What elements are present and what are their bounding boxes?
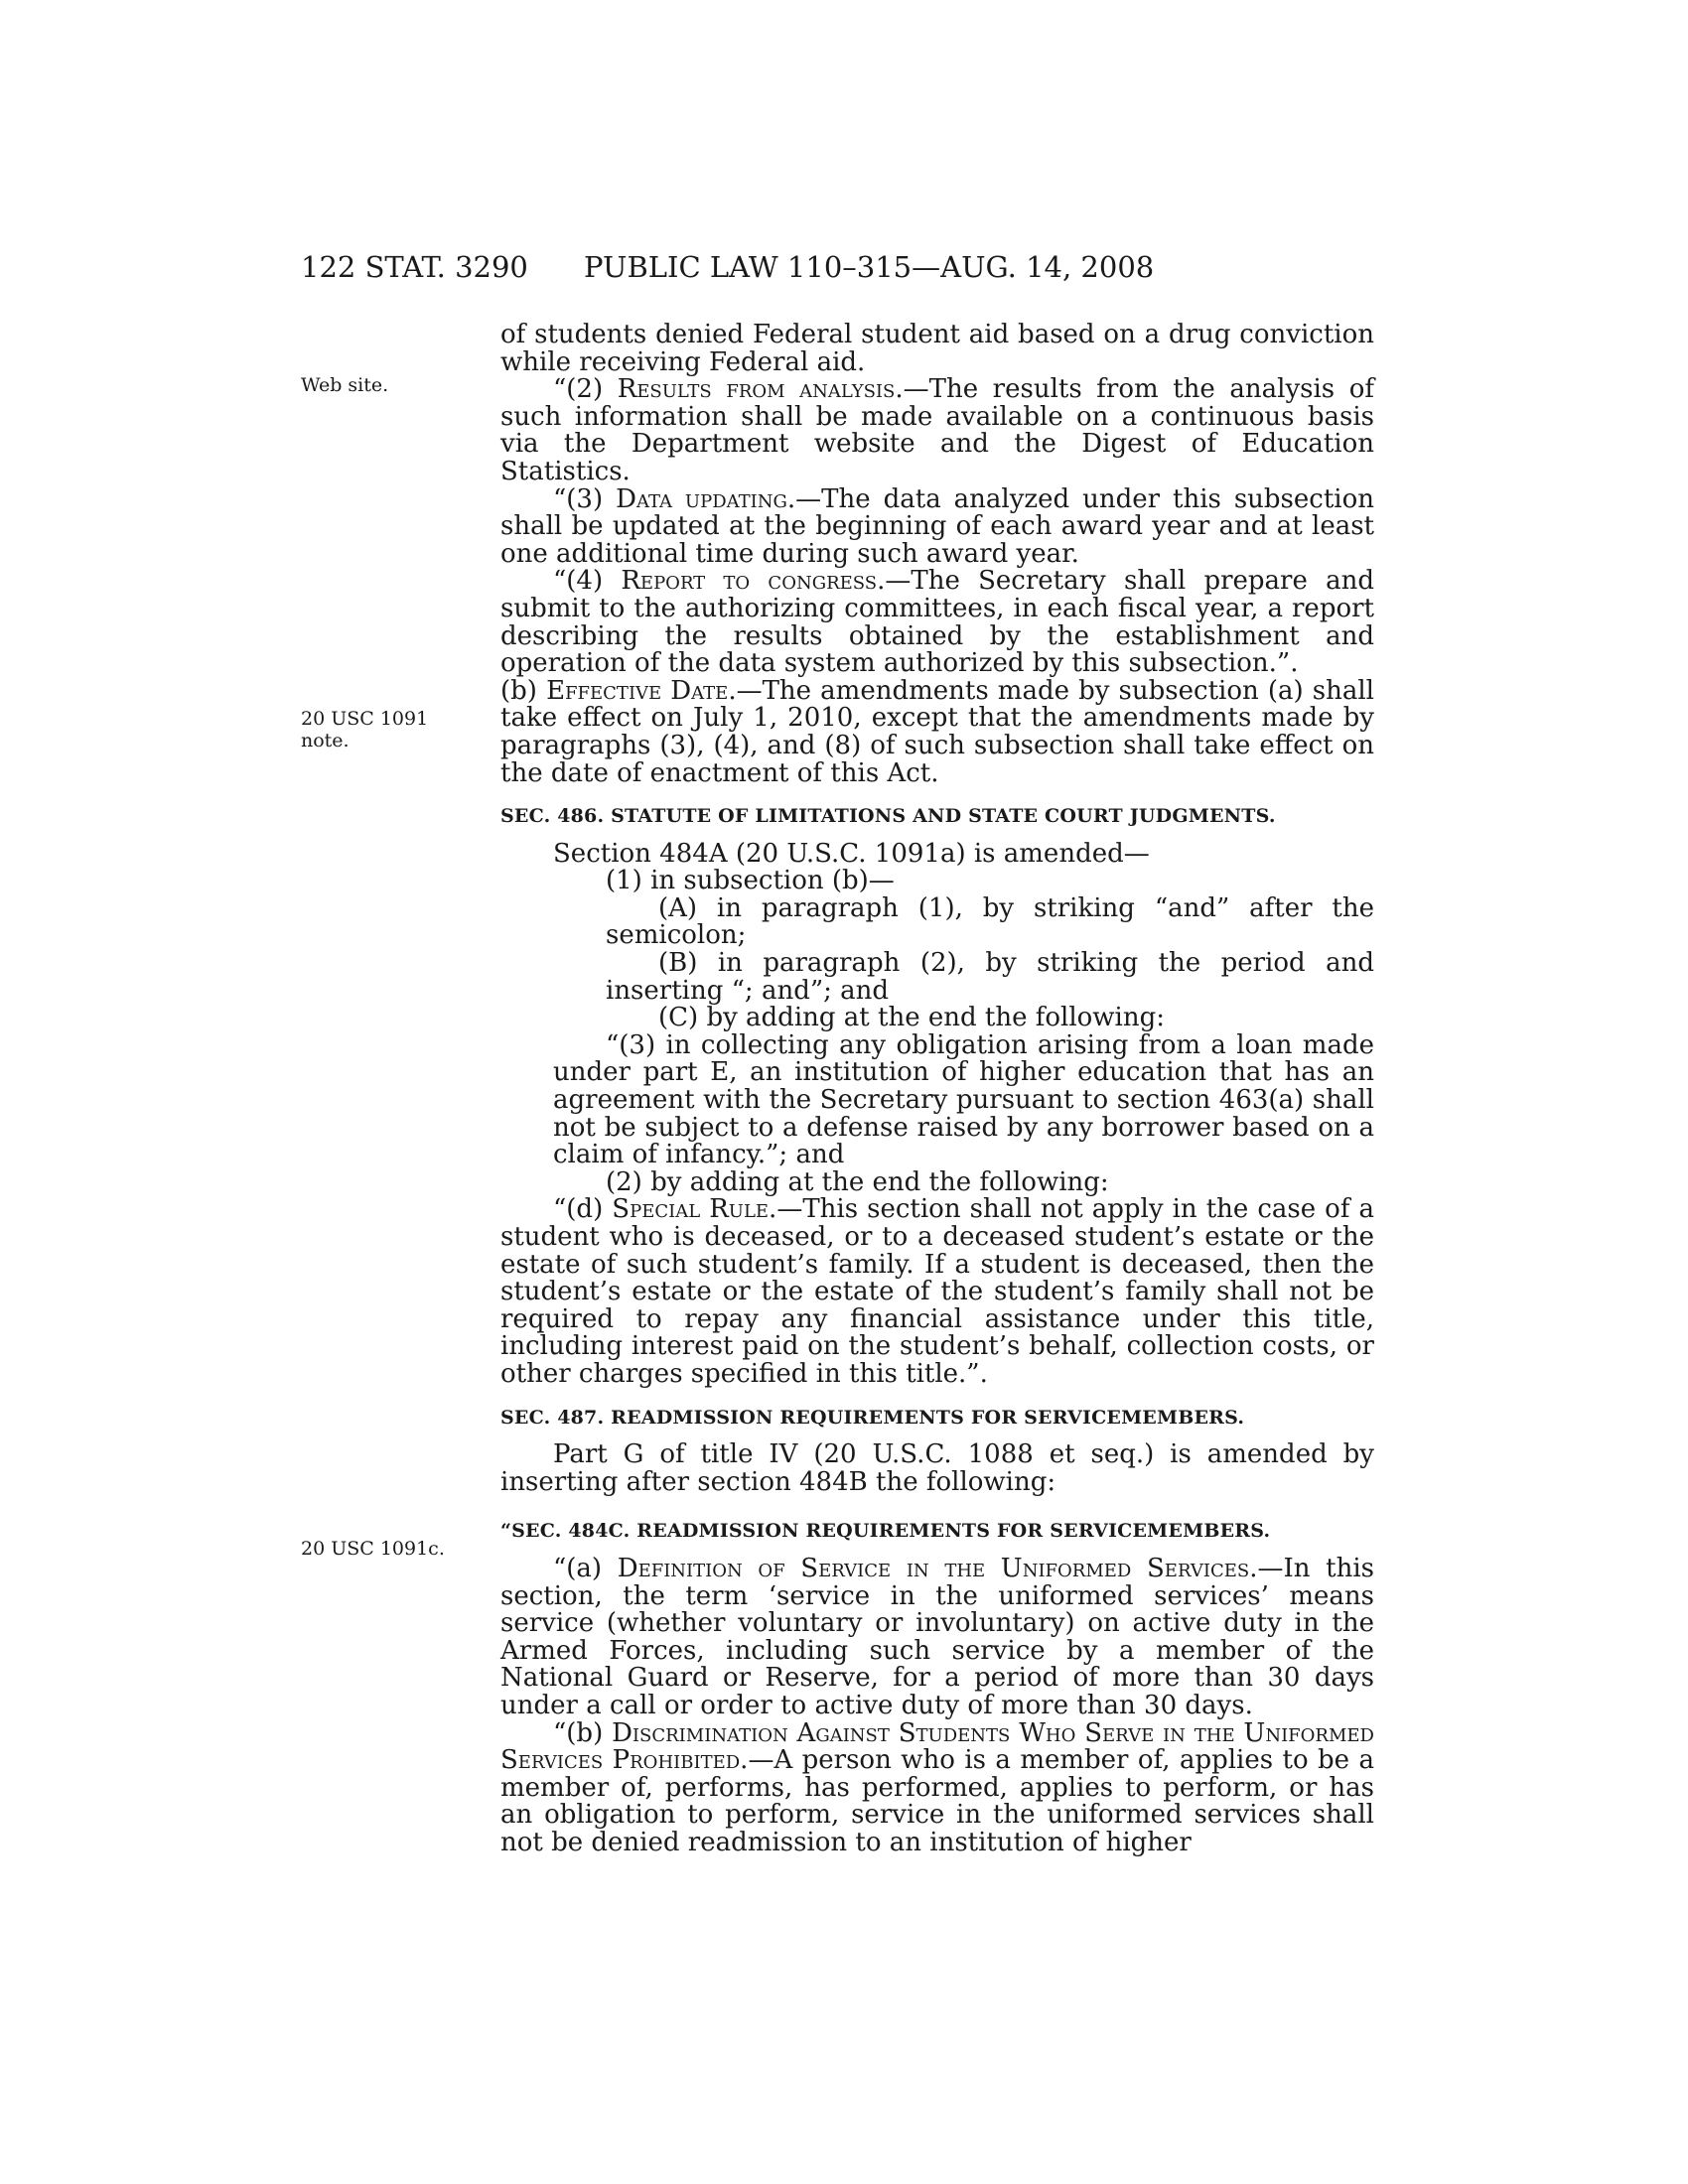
page-header [301, 250, 1373, 290]
statute-citation: 122 STAT. 3290 [301, 250, 528, 284]
paragraph [500, 1553, 1374, 1720]
paragraph-number: “(3) [553, 483, 617, 514]
paragraph-number: (b) [500, 675, 547, 706]
paragraph [500, 568, 1374, 677]
paragraph [500, 376, 1374, 485]
paragraph-text: —The amendments made by subsection (a) shall take effect on July 1, 2010, except that the amendments made by paragraphs (3), (4), and (8) of such subsection shall take effect on the date of enactment of this Act. [500, 675, 1374, 788]
paragraph-text: —The results from the analysis of such information shall be made available on a continuous basis via the Department website and the Digest of Education Statistics. [500, 374, 1374, 486]
section-heading-487: SEC. 487. READMISSION REQUIREMENTS FOR SERVICEMEMBERS. [500, 1406, 1245, 1429]
paragraph: (1) in subsection (b)— [606, 866, 895, 896]
paragraph: (B) in paragraph (2), by striking the period and inserting “; and”; and [606, 948, 1374, 1006]
section-heading-484c: “SEC. 484C. READMISSION REQUIREMENTS FOR SERVICEMEMBERS. [500, 1520, 1271, 1543]
paragraph-number: “(2) [553, 374, 618, 405]
paragraph-heading: Results from analysis. [617, 374, 904, 405]
paragraph: Part G of title IV (20 U.S.C. 1088 et seq.) is amended by inserting after section 484B the following: [500, 1439, 1374, 1497]
paragraph-heading: Discrimination Against Students Who Serve in the Uniformed Services Prohibited. [500, 1717, 1374, 1776]
margin-note-line: 20 USC 1091 [301, 708, 429, 730]
paragraph: Section 484A (20 U.S.C. 1091a) is amended— [553, 838, 1150, 869]
paragraph [500, 1196, 1374, 1388]
public-law-title: PUBLIC LAW 110–315—AUG. 14, 2008 [584, 250, 1155, 284]
paragraph: “(3) in collecting any obligation arising from a loan made under part E, an institution of higher education that has an agreement with the Secretary pursuant to section 463(a) shall not be subject to a defense raised by any borrower based on a claim of infancy.”; and [553, 1029, 1374, 1170]
paragraph: (A) in paragraph (1), by striking “and” after the semicolon; [606, 892, 1374, 951]
section-heading-486: SEC. 486. STATUTE OF LIMITATIONS AND STATE COURT JUDGMENTS. [500, 805, 1276, 828]
document-body [500, 322, 1374, 1856]
paragraph-heading: Definition of Service in the Uniformed Services. [617, 1553, 1258, 1583]
paragraph: (2) by adding at the end the following: [606, 1166, 1109, 1197]
paragraph-number: “(4) [553, 566, 622, 597]
paragraph-text: —In this section, the term ‘service in the uniformed services’ means service (whether voluntary or involuntary) on active duty in the Armed Forces, including such service by a member of the National Guard or Reserve, for a period of more than 30 days under a call or order to active duty of more than 30 days. [500, 1553, 1374, 1720]
paragraph-heading: Effective Date. [546, 675, 737, 706]
paragraph-heading: Data updating. [616, 483, 796, 514]
paragraph [500, 483, 1374, 569]
paragraph-number: “(b) [553, 1717, 613, 1748]
paragraph-heading: Special Rule. [612, 1194, 777, 1225]
paragraph-text: —This section shall not apply in the case of a student who is deceased, or to a deceased student’s estate or the estate of such student’s family. If a student is deceased, then the student’s estate or the estate of the student’s family shall not be required to repay any financial assistance under this title, including interest paid on the student’s behalf, collection costs, or other charges specified in this title.”. [500, 1194, 1374, 1389]
margin-note-usc-1091 [301, 708, 450, 751]
margin-note-usc-1091c: 20 USC 1091c. [301, 1538, 445, 1560]
paragraph-number: “(d) [553, 1194, 613, 1225]
paragraph: (C) by adding at the end the following: [658, 1003, 1166, 1033]
paragraph-text: —A person who is a member of, applies to be a member of, performs, has performed, applies to perform, or has an obligation to perform, service in the uniformed services shall not be denied readmission to an institution of higher [500, 1745, 1374, 1857]
paragraph-heading: Report to congress. [621, 566, 886, 597]
paragraph [500, 675, 1374, 788]
margin-note-web-site: Web site. [301, 374, 389, 396]
paragraph-text: —The data analyzed under this subsection shall be updated at the beginning of each award year and at least one additional time during such award year. [500, 483, 1374, 569]
paragraph-text: —The Secretary shall prepare and submit to the authorizing committees, in each fiscal year, a report describing the results obtained by the establishment and operation of the data system authorized by this subsection.”. [500, 566, 1374, 679]
margin-note-line: note. [301, 730, 350, 751]
paragraph-number: “(a) [553, 1553, 618, 1583]
paragraph [500, 1717, 1374, 1857]
paragraph: of students denied Federal student aid based on a drug conviction while receiving Federal aid. [500, 320, 1374, 377]
